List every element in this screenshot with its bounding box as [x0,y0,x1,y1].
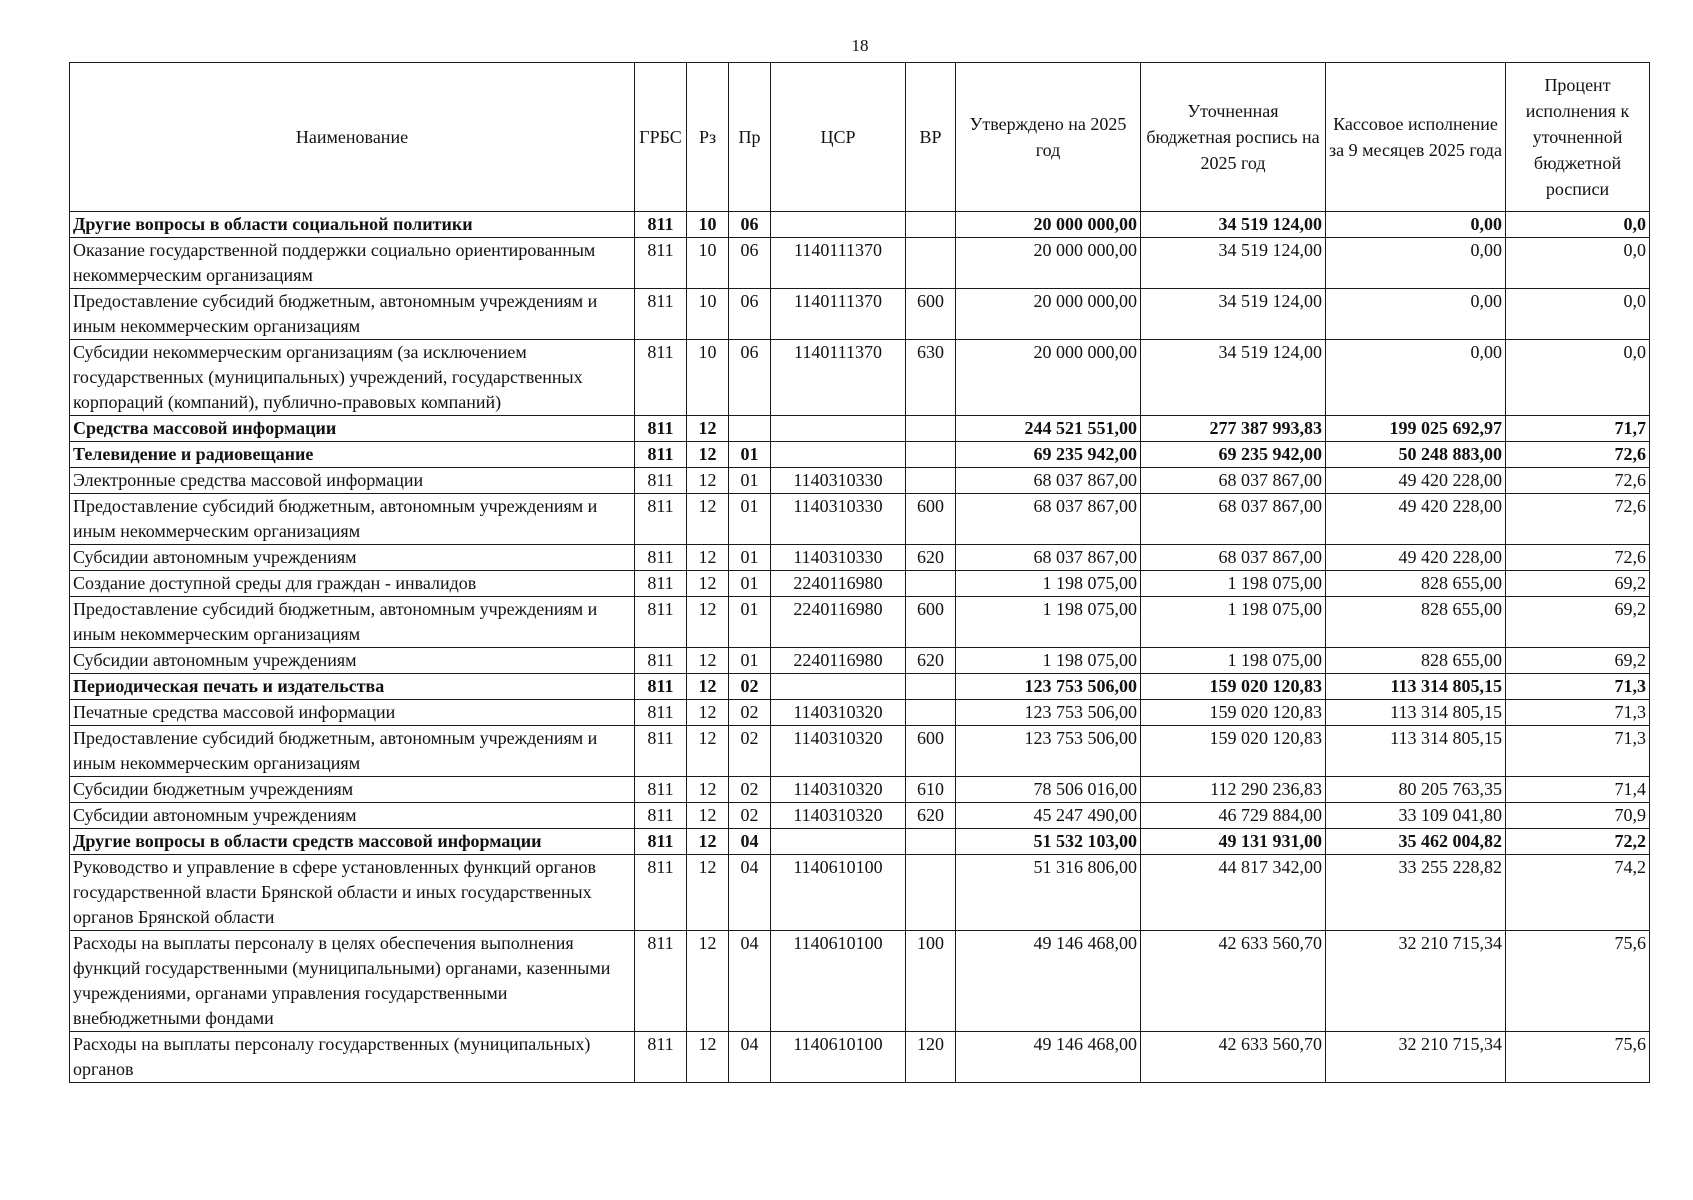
cell-name: Печатные средства массовой информации [70,700,635,726]
cell-approved: 1 198 075,00 [956,597,1141,648]
cell-vr: 100 [906,931,956,1032]
cell-rz: 12 [687,931,729,1032]
cell-vr: 630 [906,340,956,416]
cell-pr: 06 [729,340,771,416]
cell-cash: 828 655,00 [1326,571,1506,597]
cell-pr: 02 [729,803,771,829]
cell-approved: 51 316 806,00 [956,855,1141,931]
cell-csr: 2240116980 [771,597,906,648]
cell-refined: 49 131 931,00 [1141,829,1326,855]
cell-cash: 0,00 [1326,289,1506,340]
cell-cash: 49 420 228,00 [1326,494,1506,545]
cell-cash: 80 205 763,35 [1326,777,1506,803]
cell-rz: 10 [687,289,729,340]
cell-refined: 42 633 560,70 [1141,931,1326,1032]
cell-grbs: 811 [635,829,687,855]
cell-approved: 45 247 490,00 [956,803,1141,829]
cell-pr: 06 [729,238,771,289]
cell-name: Расходы на выплаты персоналу в целях обеспечения выполнения функций государственными (муниципальными) органами, казенными учреждениями, органами управления государственными внебюджетными фондами [70,931,635,1032]
table-row [70,803,1650,829]
header-refined: Уточненная бюджетная роспись на 2025 год [1141,63,1326,212]
cell-grbs: 811 [635,238,687,289]
cell-rz: 12 [687,1032,729,1083]
cell-approved: 20 000 000,00 [956,212,1141,238]
budget-execution-table [69,62,1650,1083]
page-number: 18 [851,36,869,55]
table-row [70,777,1650,803]
cell-approved: 244 521 551,00 [956,416,1141,442]
cell-refined: 34 519 124,00 [1141,212,1326,238]
cell-percent: 71,3 [1506,674,1650,700]
cell-csr: 2240116980 [771,571,906,597]
cell-pr: 04 [729,931,771,1032]
cell-rz: 12 [687,442,729,468]
header-grbs: ГРБС [635,63,687,212]
cell-cash: 33 255 228,82 [1326,855,1506,931]
cell-percent: 72,6 [1506,442,1650,468]
cell-grbs: 811 [635,777,687,803]
cell-name: Расходы на выплаты персоналу государственных (муниципальных) органов [70,1032,635,1083]
cell-rz: 12 [687,648,729,674]
table-row [70,648,1650,674]
cell-grbs: 811 [635,855,687,931]
cell-csr: 1140610100 [771,1032,906,1083]
cell-name: Электронные средства массовой информации [70,468,635,494]
cell-cash: 0,00 [1326,340,1506,416]
cell-grbs: 811 [635,597,687,648]
cell-name: Другие вопросы в области средств массовой информации [70,829,635,855]
cell-name: Руководство и управление в сфере установленных функций органов государственной власти Брянской области и иных государственных органов Брянской области [70,855,635,931]
cell-vr [906,571,956,597]
cell-percent: 74,2 [1506,855,1650,931]
cell-name: Предоставление субсидий бюджетным, автономным учреждениям и иным некоммерческим организациям [70,494,635,545]
cell-vr: 600 [906,597,956,648]
cell-percent: 71,7 [1506,416,1650,442]
header-percent: Процент исполнения к уточненной бюджетной росписи [1506,63,1650,212]
cell-csr: 2240116980 [771,648,906,674]
cell-percent: 75,6 [1506,931,1650,1032]
cell-rz: 10 [687,340,729,416]
cell-grbs: 811 [635,803,687,829]
cell-name: Предоставление субсидий бюджетным, автономным учреждениям и иным некоммерческим организациям [70,726,635,777]
table-row [70,931,1650,1032]
cell-vr [906,829,956,855]
table-row [70,571,1650,597]
cell-rz: 12 [687,855,729,931]
cell-name: Субсидии автономным учреждениям [70,648,635,674]
cell-grbs: 811 [635,674,687,700]
table-row [70,212,1650,238]
cell-refined: 68 037 867,00 [1141,545,1326,571]
cell-refined: 112 290 236,83 [1141,777,1326,803]
cell-grbs: 811 [635,494,687,545]
cell-cash: 50 248 883,00 [1326,442,1506,468]
cell-vr [906,416,956,442]
cell-refined: 68 037 867,00 [1141,468,1326,494]
cell-approved: 1 198 075,00 [956,648,1141,674]
cell-approved: 123 753 506,00 [956,726,1141,777]
cell-name: Субсидии автономным учреждениям [70,545,635,571]
cell-vr: 600 [906,289,956,340]
table-row [70,597,1650,648]
cell-rz: 12 [687,726,729,777]
cell-pr: 04 [729,829,771,855]
cell-name: Другие вопросы в области социальной политики [70,212,635,238]
cell-cash: 32 210 715,34 [1326,931,1506,1032]
cell-cash: 49 420 228,00 [1326,545,1506,571]
cell-csr: 1140610100 [771,855,906,931]
cell-refined: 1 198 075,00 [1141,648,1326,674]
cell-refined: 1 198 075,00 [1141,597,1326,648]
cell-csr [771,674,906,700]
cell-vr: 620 [906,803,956,829]
cell-cash: 0,00 [1326,212,1506,238]
cell-percent: 69,2 [1506,571,1650,597]
cell-rz: 12 [687,416,729,442]
cell-csr: 1140111370 [771,289,906,340]
cell-rz: 12 [687,674,729,700]
cell-approved: 68 037 867,00 [956,545,1141,571]
cell-vr: 600 [906,726,956,777]
cell-pr: 02 [729,726,771,777]
cell-grbs: 811 [635,1032,687,1083]
header-name: Наименование [70,63,635,212]
cell-name: Предоставление субсидий бюджетным, автономным учреждениям и иным некоммерческим организациям [70,289,635,340]
cell-pr: 04 [729,855,771,931]
table-row [70,238,1650,289]
header-pr: Пр [729,63,771,212]
cell-name: Телевидение и радиовещание [70,442,635,468]
cell-refined: 68 037 867,00 [1141,494,1326,545]
header-csr: ЦСР [771,63,906,212]
cell-percent: 72,6 [1506,494,1650,545]
cell-refined: 1 198 075,00 [1141,571,1326,597]
header-rz: Рз [687,63,729,212]
cell-approved: 20 000 000,00 [956,340,1141,416]
table-row [70,289,1650,340]
cell-rz: 12 [687,571,729,597]
cell-vr [906,442,956,468]
cell-approved: 78 506 016,00 [956,777,1141,803]
cell-pr: 06 [729,289,771,340]
cell-vr [906,855,956,931]
cell-csr: 1140310320 [771,803,906,829]
cell-rz: 10 [687,212,729,238]
cell-approved: 123 753 506,00 [956,700,1141,726]
cell-approved: 49 146 468,00 [956,1032,1141,1083]
cell-percent: 71,4 [1506,777,1650,803]
header-cash: Кассовое исполнение за 9 месяцев 2025 года [1326,63,1506,212]
cell-pr [729,416,771,442]
cell-approved: 123 753 506,00 [956,674,1141,700]
cell-pr: 01 [729,648,771,674]
cell-pr: 01 [729,442,771,468]
cell-grbs: 811 [635,648,687,674]
cell-pr: 01 [729,494,771,545]
cell-vr: 620 [906,648,956,674]
cell-vr [906,238,956,289]
cell-csr: 1140111370 [771,238,906,289]
table-row [70,340,1650,416]
cell-cash: 828 655,00 [1326,597,1506,648]
cell-percent: 69,2 [1506,648,1650,674]
cell-refined: 159 020 120,83 [1141,674,1326,700]
table-row [70,829,1650,855]
cell-pr: 01 [729,597,771,648]
cell-csr: 1140610100 [771,931,906,1032]
cell-rz: 12 [687,829,729,855]
cell-approved: 69 235 942,00 [956,442,1141,468]
cell-refined: 159 020 120,83 [1141,726,1326,777]
cell-cash: 113 314 805,15 [1326,700,1506,726]
cell-name: Средства массовой информации [70,416,635,442]
table-row [70,416,1650,442]
cell-grbs: 811 [635,700,687,726]
cell-name: Оказание государственной поддержки социально ориентированным некоммерческим организациям [70,238,635,289]
cell-cash: 49 420 228,00 [1326,468,1506,494]
cell-vr: 620 [906,545,956,571]
cell-vr [906,212,956,238]
cell-cash: 33 109 041,80 [1326,803,1506,829]
cell-vr: 120 [906,1032,956,1083]
cell-approved: 1 198 075,00 [956,571,1141,597]
table-row [70,545,1650,571]
cell-csr: 1140310330 [771,494,906,545]
cell-csr: 1140310320 [771,726,906,777]
cell-cash: 113 314 805,15 [1326,726,1506,777]
cell-grbs: 811 [635,571,687,597]
cell-name: Предоставление субсидий бюджетным, автономным учреждениям и иным некоммерческим организациям [70,597,635,648]
table-row [70,674,1650,700]
cell-pr: 06 [729,212,771,238]
cell-csr: 1140310330 [771,545,906,571]
cell-pr: 01 [729,571,771,597]
cell-grbs: 811 [635,340,687,416]
cell-cash: 0,00 [1326,238,1506,289]
header-approved: Утверждено на 2025 год [956,63,1141,212]
cell-pr: 01 [729,468,771,494]
cell-csr [771,212,906,238]
cell-grbs: 811 [635,416,687,442]
cell-percent: 0,0 [1506,238,1650,289]
cell-vr: 600 [906,494,956,545]
cell-grbs: 811 [635,289,687,340]
cell-csr: 1140310330 [771,468,906,494]
cell-rz: 12 [687,545,729,571]
cell-pr: 02 [729,674,771,700]
cell-percent: 72,6 [1506,545,1650,571]
cell-percent: 0,0 [1506,289,1650,340]
cell-rz: 12 [687,597,729,648]
cell-refined: 69 235 942,00 [1141,442,1326,468]
cell-name: Субсидии некоммерческим организациям (за исключением государственных (муниципальных) учреждений, государственных корпораций (компаний), публично-правовых компаний) [70,340,635,416]
cell-rz: 12 [687,777,729,803]
cell-cash: 32 210 715,34 [1326,1032,1506,1083]
cell-percent: 72,2 [1506,829,1650,855]
cell-grbs: 811 [635,931,687,1032]
cell-approved: 68 037 867,00 [956,494,1141,545]
cell-csr: 1140310320 [771,777,906,803]
cell-vr: 610 [906,777,956,803]
cell-cash: 828 655,00 [1326,648,1506,674]
table-body [70,212,1650,1083]
cell-cash: 199 025 692,97 [1326,416,1506,442]
cell-pr: 01 [729,545,771,571]
cell-rz: 12 [687,494,729,545]
cell-percent: 0,0 [1506,340,1650,416]
cell-refined: 34 519 124,00 [1141,289,1326,340]
cell-refined: 44 817 342,00 [1141,855,1326,931]
cell-pr: 02 [729,700,771,726]
cell-vr [906,700,956,726]
cell-csr [771,416,906,442]
cell-percent: 69,2 [1506,597,1650,648]
table-row [70,700,1650,726]
cell-name: Создание доступной среды для граждан - инвалидов [70,571,635,597]
cell-percent: 0,0 [1506,212,1650,238]
cell-csr [771,829,906,855]
cell-grbs: 811 [635,468,687,494]
cell-grbs: 811 [635,442,687,468]
header-vr: ВР [906,63,956,212]
cell-approved: 68 037 867,00 [956,468,1141,494]
cell-csr [771,442,906,468]
cell-pr: 02 [729,777,771,803]
table-row [70,494,1650,545]
cell-rz: 10 [687,238,729,289]
cell-approved: 20 000 000,00 [956,289,1141,340]
cell-name: Субсидии автономным учреждениям [70,803,635,829]
cell-rz: 12 [687,700,729,726]
table-row [70,855,1650,931]
cell-percent: 70,9 [1506,803,1650,829]
cell-vr [906,468,956,494]
cell-vr [906,674,956,700]
cell-percent: 71,3 [1506,726,1650,777]
cell-approved: 49 146 468,00 [956,931,1141,1032]
cell-refined: 42 633 560,70 [1141,1032,1326,1083]
cell-grbs: 811 [635,726,687,777]
table-row [70,726,1650,777]
cell-cash: 35 462 004,82 [1326,829,1506,855]
table-row [70,468,1650,494]
cell-refined: 46 729 884,00 [1141,803,1326,829]
cell-rz: 12 [687,803,729,829]
cell-percent: 71,3 [1506,700,1650,726]
cell-csr: 1140310320 [771,700,906,726]
cell-refined: 34 519 124,00 [1141,340,1326,416]
cell-percent: 75,6 [1506,1032,1650,1083]
table-row [70,1032,1650,1083]
cell-cash: 113 314 805,15 [1326,674,1506,700]
cell-csr: 1140111370 [771,340,906,416]
table-header-row [70,63,1650,212]
cell-pr: 04 [729,1032,771,1083]
cell-approved: 20 000 000,00 [956,238,1141,289]
cell-grbs: 811 [635,545,687,571]
cell-refined: 277 387 993,83 [1141,416,1326,442]
cell-name: Периодическая печать и издательства [70,674,635,700]
cell-grbs: 811 [635,212,687,238]
table-row [70,442,1650,468]
cell-refined: 159 020 120,83 [1141,700,1326,726]
cell-name: Субсидии бюджетным учреждениям [70,777,635,803]
cell-approved: 51 532 103,00 [956,829,1141,855]
cell-refined: 34 519 124,00 [1141,238,1326,289]
cell-percent: 72,6 [1506,468,1650,494]
cell-rz: 12 [687,468,729,494]
